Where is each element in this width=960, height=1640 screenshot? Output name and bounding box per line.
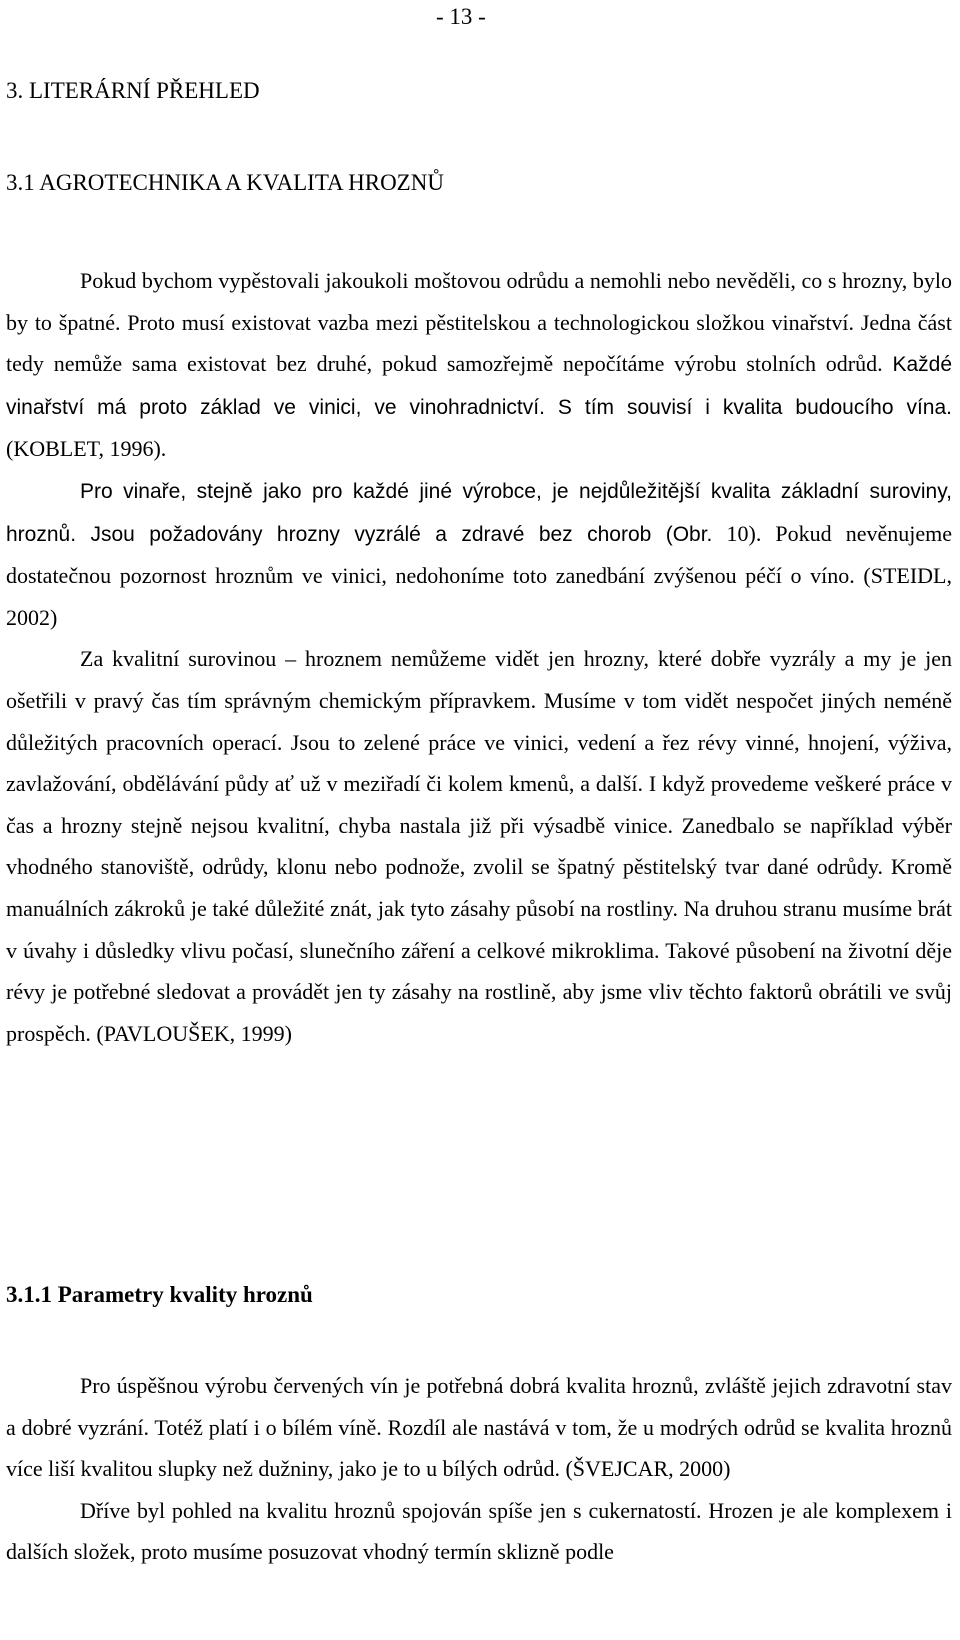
paragraph: [6, 260, 952, 470]
paragraph-text: Pro vinaře, stejně jako pro každé jiné výrobce, je nejdůležitější kvalita základní suroviny, hroznů. Jsou požadovány hrozny vyzrálé a zdravé bez chorob (Obr.: [6, 479, 952, 546]
subsection-heading: 3.1.1 Parametry kvality hroznů: [6, 1282, 313, 1307]
chapter-heading: 3. LITERÁRNÍ PŘEHLED: [6, 78, 260, 103]
paragraph: Za kvalitní surovinou – hroznem nemůžeme vidět jen hrozny, které dobře vyzrály a my je jen ošetřili v pravý čas tím správným chemickým přípravkem. Musíme v tom vidět nespočet jiných neméně důležitých pracovních operací. Jsou to zelené práce ve vinici, vedení a řez révy vinné, hnojení, výživa, zavlažování, obdělávání půdy ať už v meziřadí či kolem kmenů, a další. I když provedeme veškeré práce v čas a hrozny stejně nejsou kvalitní, chyba nastala již při výsadbě vinice. Zanedbalo se například výběr vhodného stanoviště, odrůdy, klonu nebo podnože, zvolil se špatný pěstitelský tvar dané odrůdy. Kromě manuálních zákroků je také důležité znát, jak tyto zásahy působí na rostliny. Na druhou stranu musíme brát v úvahy i důsledky vlivu počasí, slunečního záření a celkové mikroklima. Takové působení na životní děje révy je potřebné sledovat a provádět jen ty zásahy na rostlině, aby jsme vliv těchto faktorů obrátili ve svůj prospěch. (PAVLOUŠEK, 1999): [6, 646, 952, 1046]
subsection-body: [6, 1365, 952, 1573]
paragraph-text: Každé vinařství má proto základ ve vinici, ve vinohradnictví. S tím souvisí i kvalita budoucího vína.: [6, 353, 952, 419]
paragraph-text: Pokud bychom vypěstovali jakoukoli moštovou odrůdu a nemohli nebo nevěděli, co s hrozny, bylo by to špatné. Proto musí existovat vazba mezi pěstitelskou a technologickou složkou vinařství. Jedna část tedy nemůže sama existovat bez druhé, pokud samozřejmě nepočítáme výrobu stolních odrůd.: [6, 268, 952, 377]
section-heading: 3.1 AGROTECHNIKA A KVALITA HROZNŮ: [6, 170, 444, 195]
citation: (KOBLET, 1996).: [6, 436, 167, 462]
paragraph: Dříve byl pohled na kvalitu hroznů spojován spíše jen s cukernatostí. Hrozen je ale komplexem i dalších složek, proto musíme posuzovat vhodný termín sklizně podle: [6, 1497, 952, 1565]
paragraph: Pro úspěšnou výrobu červených vín je potřebná dobrá kvalita hroznů, zvláště jejich zdravotní stav a dobré vyzrání. Totéž platí i o bílém víně. Rozdíl ale nastává v tom, že u modrých odrůd se kvalita hroznů více liší kvalitou slupky než dužniny, jako je to u bílých odrůd. (ŠVEJCAR, 2000): [6, 1373, 952, 1482]
paragraph-text: 10). Pokud nevěnujeme dostatečnou pozornost hroznům ve vinici, nedohoníme toto zanedbání zvýšenou péčí o víno. (STEIDL, 2002): [6, 520, 953, 630]
page-number: - 13 -: [436, 4, 486, 29]
section-body: [6, 260, 952, 1054]
paragraph: [6, 470, 952, 638]
